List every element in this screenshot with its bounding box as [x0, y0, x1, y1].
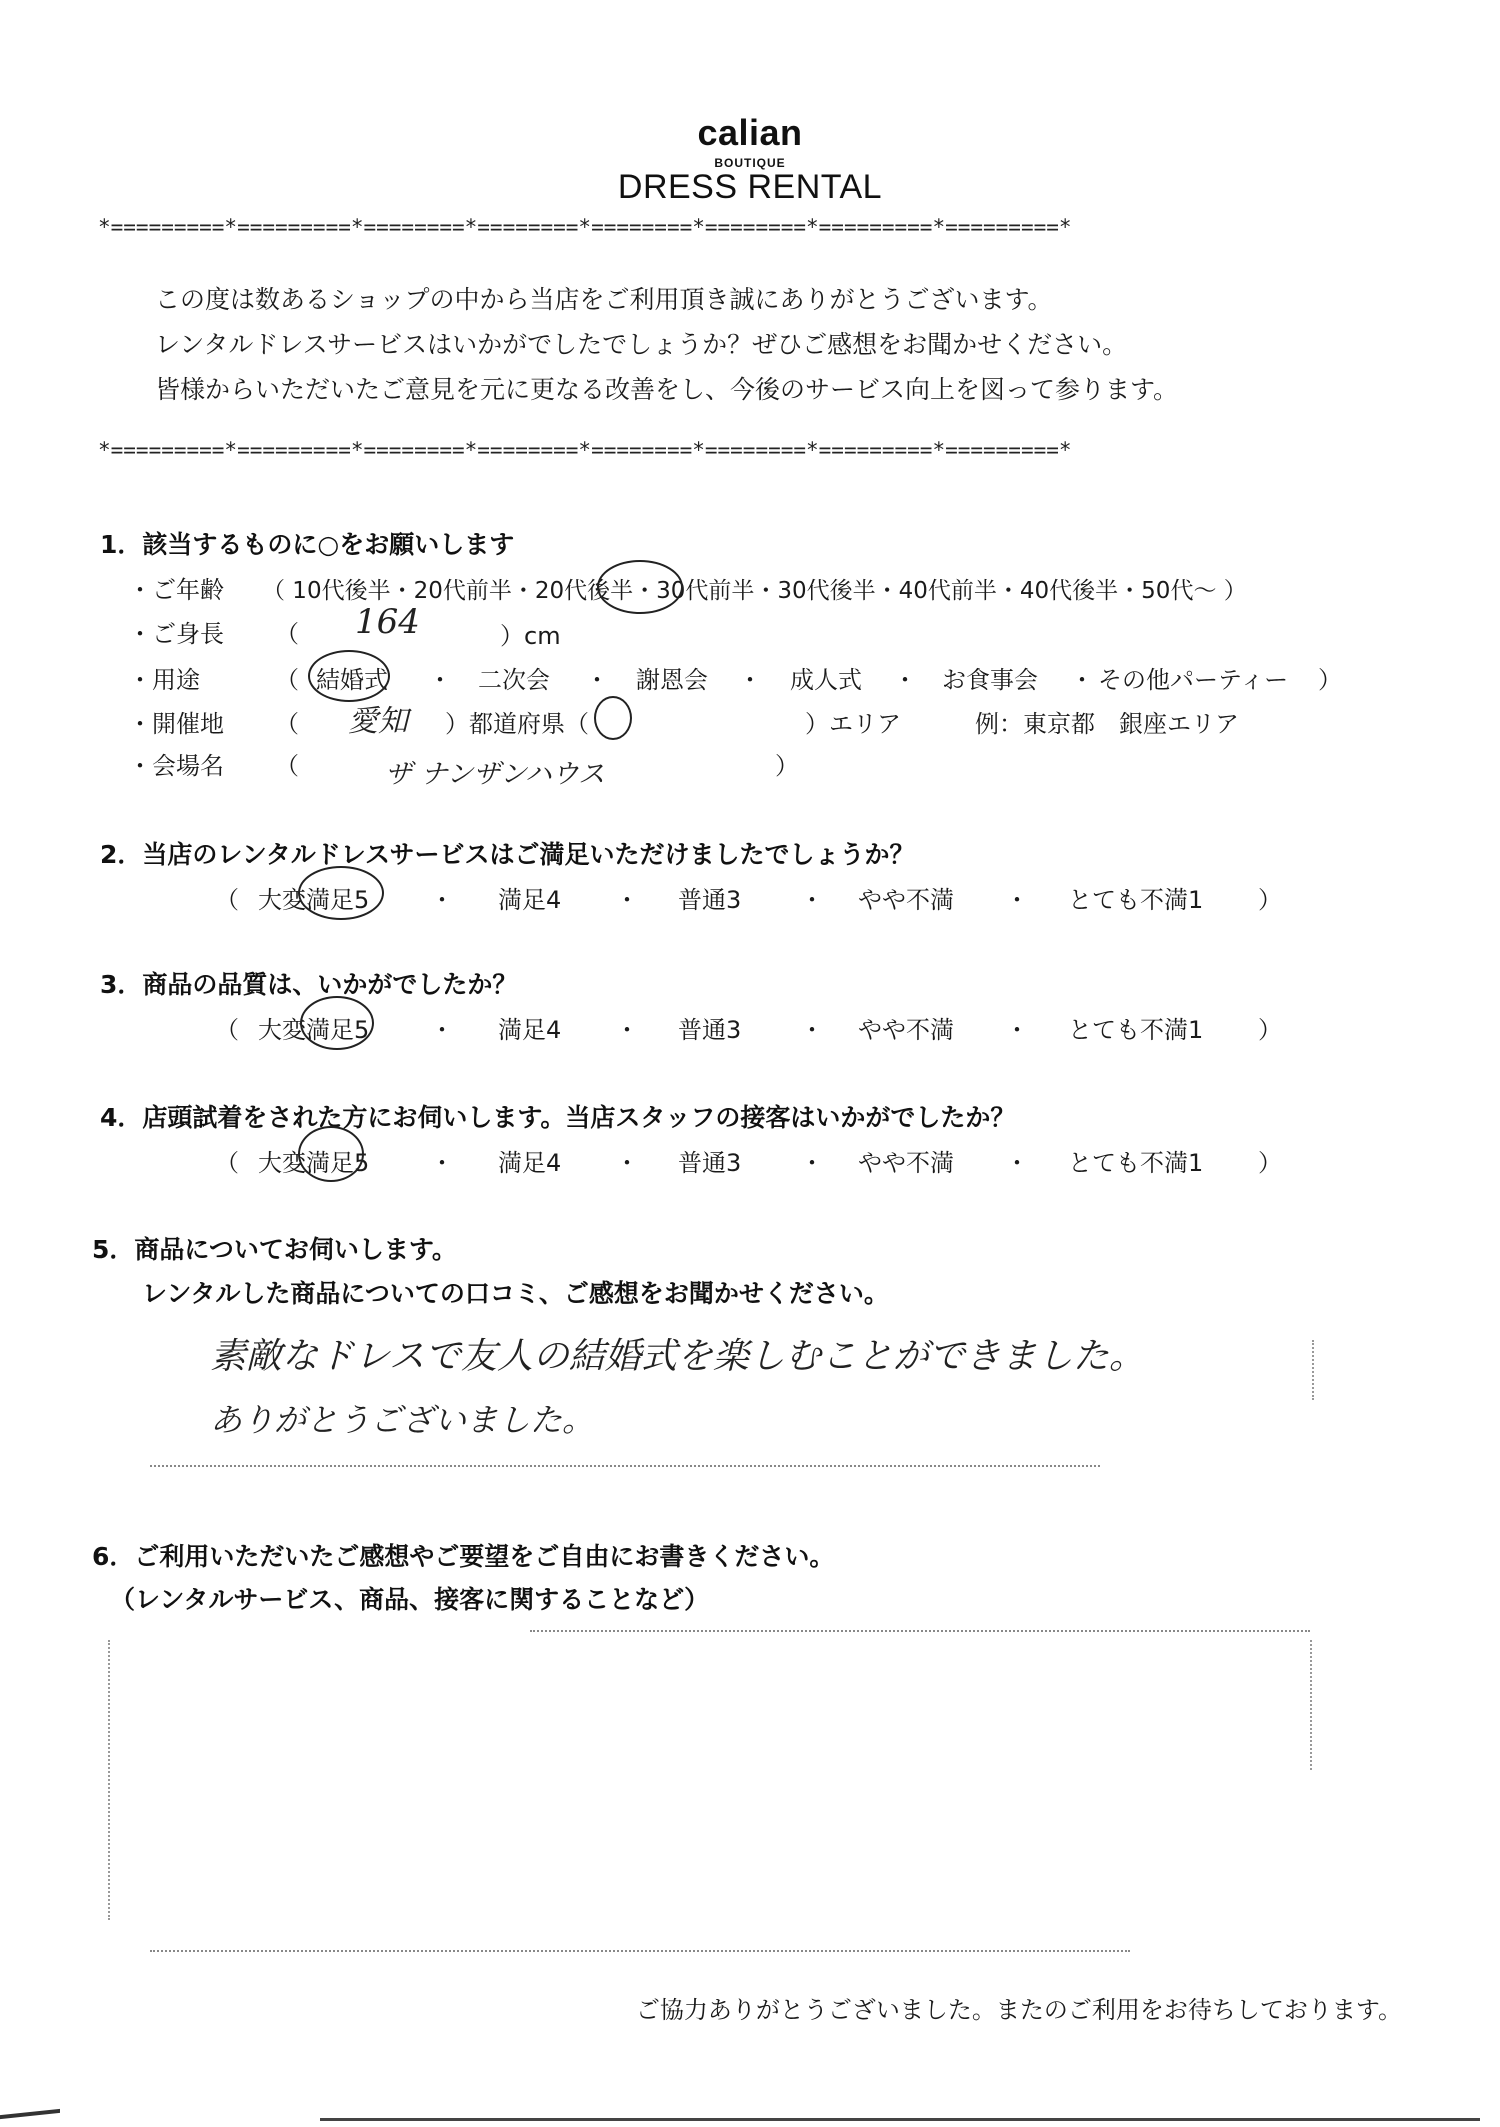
q3-option-somewhat-dissatisfied: やや不満: [858, 1016, 954, 1044]
venue-name-open: （: [275, 752, 299, 780]
q4-option-somewhat-dissatisfied: やや不満: [858, 1149, 954, 1177]
q5-answer-line-1: 素敵なドレスで友人の結婚式を楽しむことができました。: [210, 1336, 1145, 1377]
q2-sep: ・: [800, 886, 824, 914]
purpose-sep: ・: [738, 666, 762, 694]
height-open: （: [275, 620, 299, 648]
q3-sep: ・: [1005, 1016, 1029, 1044]
q2-sep: ・: [1005, 886, 1029, 914]
q1-title: 1．該当するものに○をお願いします: [100, 530, 515, 559]
q3-option-very-satisfied: 大変満足5: [258, 1016, 370, 1044]
purpose-sep: ・: [428, 666, 452, 694]
scan-bottom-line: [320, 2118, 1480, 2121]
q4-sep: ・: [430, 1149, 454, 1177]
q3-close: ）: [1258, 1016, 1282, 1044]
divider-bottom: *=========*=========*========*========*========*========*=========*=========*: [98, 438, 1072, 462]
brand-subtitle: BOUTIQUE: [714, 156, 786, 170]
q2-sep: ・: [430, 886, 454, 914]
q4-option-very-satisfied: 大変満足5: [258, 1149, 370, 1177]
venue-area-label: ・開催地: [128, 710, 224, 738]
venue-name-close: ）: [775, 752, 799, 780]
q5-answer-line-2: ありがとうございました。: [210, 1401, 595, 1439]
purpose-option-other-party: その他パーティー: [1098, 666, 1289, 694]
q3-sep: ・: [430, 1016, 454, 1044]
q5-subtitle: レンタルした商品についての口コミ、ご感想をお聞かせください。: [142, 1279, 889, 1308]
q4-title: 4．店頭試着をされた方にお伺いします。当店スタッフの接客はいかがでしたか？: [100, 1103, 1016, 1132]
document-title: DRESS RENTAL: [617, 168, 883, 206]
venue-area-prefecture: ）都道府県（: [445, 710, 589, 738]
purpose-close: ）: [1318, 666, 1342, 694]
prefecture-selected-circle: [594, 696, 632, 740]
purpose-option-dinner: お食事会: [942, 666, 1038, 694]
q2-option-very-dissatisfied: とても不満1: [1068, 886, 1204, 914]
q4-open: （: [215, 1149, 239, 1177]
purpose-option-wedding: 結婚式: [316, 666, 388, 694]
q3-sep: ・: [615, 1016, 639, 1044]
q2-sep: ・: [615, 886, 639, 914]
purpose-sep: ・: [585, 666, 609, 694]
q4-option-satisfied: 満足4: [498, 1149, 562, 1177]
q5-box-bottom-dots: [150, 1465, 1100, 1467]
brand-name: calian: [697, 112, 803, 153]
q4-sep: ・: [1005, 1149, 1029, 1177]
purpose-label: ・用途: [128, 666, 200, 694]
q2-option-satisfied: 満足4: [498, 886, 562, 914]
purpose-sep: ・: [893, 666, 917, 694]
height-value: 164: [355, 602, 420, 642]
venue-area-value: 愛知: [348, 704, 408, 739]
venue-area-area-close: ）エリア: [805, 710, 901, 738]
q2-option-somewhat-dissatisfied: やや不満: [858, 886, 954, 914]
venue-name-label: ・会場名: [128, 752, 224, 780]
q4-selected-circle: [298, 1126, 364, 1182]
q3-open: （: [215, 1016, 239, 1044]
purpose-option-afterparty: 二次会: [478, 666, 550, 694]
age-selected-circle: [597, 560, 683, 614]
q6-box-right-dots: [1310, 1640, 1312, 1770]
scan-edge-mark: [0, 2109, 60, 2119]
q3-title: 3．商品の品質は、いかがでしたか？: [100, 970, 518, 999]
q6-box-left-dots: [108, 1640, 110, 1920]
q3-option-neutral: 普通3: [678, 1016, 742, 1044]
divider-top: *=========*=========*========*========*========*========*=========*=========*: [98, 215, 1072, 239]
q3-option-satisfied: 満足4: [498, 1016, 562, 1044]
height-label: ・ご身長: [128, 620, 224, 648]
q6-subtitle: （レンタルサービス、商品、接客に関することなど）: [110, 1585, 710, 1614]
q3-sep: ・: [800, 1016, 824, 1044]
purpose-open: （: [275, 666, 299, 694]
purpose-option-coming-of-age: 成人式: [790, 666, 862, 694]
purpose-option-thanks-party: 謝恩会: [636, 666, 708, 694]
q4-option-neutral: 普通3: [678, 1149, 742, 1177]
purpose-selected-circle: [308, 650, 390, 702]
age-options: （ 10代後半・20代前半・20代後半・30代前半・30代後半・40代前半・40代後半・50代～ ）: [262, 578, 1247, 604]
q2-open: （: [215, 886, 239, 914]
purpose-sep: ・: [1070, 666, 1094, 694]
footer-thanks: ご協力ありがとうございました。またのご利用をお待ちしております。: [635, 1996, 1402, 2024]
q5-title: 5．商品についてお伺いします。: [92, 1235, 457, 1264]
age-label: ・ご年齢: [128, 576, 224, 604]
height-close: ）cm: [500, 622, 561, 650]
q2-option-very-satisfied: 大変満足5: [258, 886, 370, 914]
q2-selected-circle: [298, 866, 384, 920]
q3-option-very-dissatisfied: とても不満1: [1068, 1016, 1204, 1044]
q2-title: 2．当店のレンタルドレスサービスはご満足いただけましたでしょうか？: [100, 840, 915, 869]
q2-close: ）: [1258, 886, 1282, 914]
q6-title: 6．ご利用いただいたご感想やご要望をご自由にお書きください。: [92, 1542, 835, 1571]
q6-box-bottom-dots: [150, 1950, 1130, 1952]
q6-box-top-dots: [530, 1630, 1310, 1632]
greeting-line-1: この度は数あるショップの中から当店をご利用頂き誠にありがとうございます。: [155, 285, 1053, 314]
q4-option-very-dissatisfied: とても不満1: [1068, 1149, 1204, 1177]
venue-name-value: ザ ナンザンハウス: [385, 759, 605, 790]
greeting-line-2: レンタルドレスサービスはいかがでしたでしょうか？ぜひご感想をお聞かせください。: [155, 330, 1128, 359]
q4-sep: ・: [800, 1149, 824, 1177]
venue-area-example: 例：東京都 銀座エリア: [975, 710, 1239, 738]
q5-box-right-dots: [1312, 1340, 1314, 1400]
greeting-line-3: 皆様からいただいたご意見を元に更なる改善をし、今後のサービス向上を図って参ります。: [155, 375, 1179, 404]
q2-option-neutral: 普通3: [678, 886, 742, 914]
venue-area-open: （: [275, 710, 299, 738]
q4-close: ）: [1258, 1149, 1282, 1177]
q3-selected-circle: [300, 996, 374, 1050]
q4-sep: ・: [615, 1149, 639, 1177]
